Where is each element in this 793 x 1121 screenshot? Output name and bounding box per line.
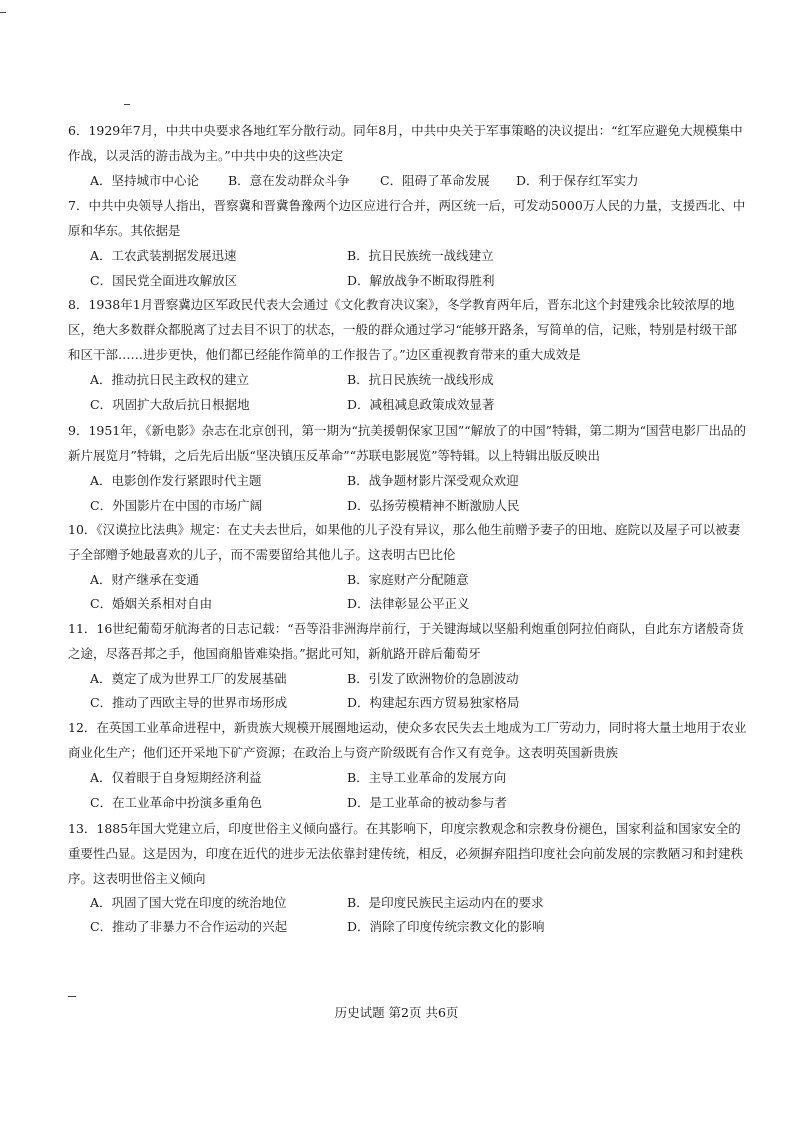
scan-mark bbox=[124, 104, 130, 105]
option-a: A．坚持城市中心论 bbox=[90, 173, 200, 188]
option-c: C．婚姻关系相对自由 bbox=[90, 596, 213, 611]
option-d: D．弘扬劳模精神不断激励人民 bbox=[347, 498, 520, 513]
option-d: D．利于保存红军实力 bbox=[516, 173, 639, 188]
question-stem: 8．1938年1月晋察冀边区军政民代表大会通过《文化教育决议案》，冬学教育两年后，晋东北这个封建残余比较浓厚的地区，绝大多数群众都脱离了过去目不识丁的状态，一般的群众通过学习“能够开路条，写简单的信，记账，特别是村级干部和区干部……进步更快，他们都已经能作简单的工作报告了。”边区重视教育带来的重大成效是 bbox=[68, 297, 737, 362]
option-b: B．引发了欧洲物价的急剧波动 bbox=[347, 671, 519, 686]
option-b: B．主导工业革命的发展方向 bbox=[347, 770, 507, 785]
question-stem: 11．16世纪葡萄牙航海者的日志记载：“吾等沿非洲海岸前行，于关键海域以坚船利炮重创阿拉伯商队，自此东方诸般奇货之途，尽落吾邦之手，他国商船皆难染指。”据此可知，新航路开辟后葡萄牙 bbox=[68, 621, 744, 661]
question-13 bbox=[68, 816, 748, 891]
option-d: D．构建起东西方贸易独家格局 bbox=[347, 695, 520, 710]
option-a: A．仅着眼于自身短期经济利益 bbox=[90, 770, 262, 785]
question-7 bbox=[68, 193, 748, 243]
option-b: B．抗日民族统一战线形成 bbox=[347, 372, 494, 387]
question-8 bbox=[68, 292, 748, 367]
option-c: C．外国影片在中国的市场广阔 bbox=[90, 498, 263, 513]
option-c: C．推动了非暴力不合作运动的兴起 bbox=[90, 919, 288, 934]
option-b: B．意在发动群众斗争 bbox=[228, 173, 350, 188]
question-12 bbox=[68, 715, 748, 765]
option-b: B．战争题材影片深受观众欢迎 bbox=[347, 473, 519, 488]
option-b: B．是印度民族民主运动内在的要求 bbox=[347, 895, 544, 910]
option-a: A．推动抗日民主政权的建立 bbox=[90, 372, 250, 387]
question-10 bbox=[68, 517, 748, 567]
question-stem: 12．在英国工业革命进程中，新贵族大规模开展圈地运动，使众多农民失去土地成为工厂劳动力，同时将大量土地用于农业商业化生产；他们还开采地下矿产资源；在政治上与资产阶级既有合作又有竞争。这表明英国新贵族 bbox=[68, 720, 747, 760]
option-a: A．工农武装割据发展迅速 bbox=[90, 248, 237, 263]
option-a: A．财产继承在变通 bbox=[90, 572, 200, 587]
option-c: C．巩固扩大敌后抗日根据地 bbox=[90, 397, 250, 412]
option-a: A．奠定了成为世界工厂的发展基础 bbox=[90, 671, 287, 686]
option-a: A．电影创作发行紧跟时代主题 bbox=[90, 473, 262, 488]
question-stem: 10．《汉谟拉比法典》规定：在丈夫去世后，如果他的儿子没有异议，那么他生前赠予妻子的田地、庭院以及屋子可以被妻子全部赠予她最喜欢的儿子，而不需要留给其他儿子。这表明古巴比伦 bbox=[68, 522, 741, 562]
option-c: C．推动了西欧主导的世界市场形成 bbox=[90, 695, 288, 710]
option-b: B．家庭财产分配随意 bbox=[347, 572, 469, 587]
option-c: C．阻碍了革命发展 bbox=[380, 173, 490, 188]
option-d: D．消除了印度传统宗教文化的影响 bbox=[347, 919, 545, 934]
question-stem: 6．1929年7月，中共中央要求各地红军分散行动。同年8月，中共中央关于军事策略的决议提出：“红军应避免大规模集中作战，以灵活的游击战为主。”中共中央的这些决定 bbox=[68, 123, 743, 163]
question-9 bbox=[68, 418, 748, 468]
option-d: D．是工业革命的被动参与者 bbox=[347, 795, 508, 810]
option-b: B．抗日民族统一战线建立 bbox=[347, 248, 494, 263]
option-c: C．在工业革命中扮演多重角色 bbox=[90, 795, 263, 810]
page-footer: 历史试题 第2页 共6页 bbox=[334, 1005, 459, 1020]
option-c: C．国民党全面进攻解放区 bbox=[90, 273, 238, 288]
question-stem: 7．中共中央领导人指出，晋察冀和晋冀鲁豫两个边区应进行合并，两区统一后，可发动5000万人民的力量，支援西北、中原和华东。其依据是 bbox=[68, 198, 746, 238]
option-d: D．解放战争不断取得胜利 bbox=[347, 273, 495, 288]
option-d: D．法律彰显公平正义 bbox=[347, 596, 470, 611]
option-d: D．减租减息政策成效显著 bbox=[347, 397, 495, 412]
question-6 bbox=[68, 118, 748, 168]
option-a: A．巩固了国大党在印度的统治地位 bbox=[90, 895, 287, 910]
scan-mark bbox=[0, 12, 6, 13]
scan-mark bbox=[68, 996, 76, 997]
question-stem: 9．1951年，《新电影》杂志在北京创刊，第一期为“抗美援朝保家卫国”“解放了的中国”特辑，第二期为“国营电影厂出品的新片展览月”特辑，之后先后出版“坚决镇压反革命”“苏联电影展览”等特辑。以上特辑出版反映出 bbox=[68, 423, 746, 463]
question-11 bbox=[68, 616, 748, 666]
question-stem: 13．1885年国大党建立后，印度世俗主义倾向盛行。在其影响下，印度宗教观念和宗教身份褪色，国家利益和国家安全的重要性凸显。这是因为，印度在近代的进步无法依靠封建传统，相反，必须摒弃阻挡印度社会向前发展的宗教陋习和封建秩序。这表明世俗主义倾向 bbox=[68, 821, 744, 886]
